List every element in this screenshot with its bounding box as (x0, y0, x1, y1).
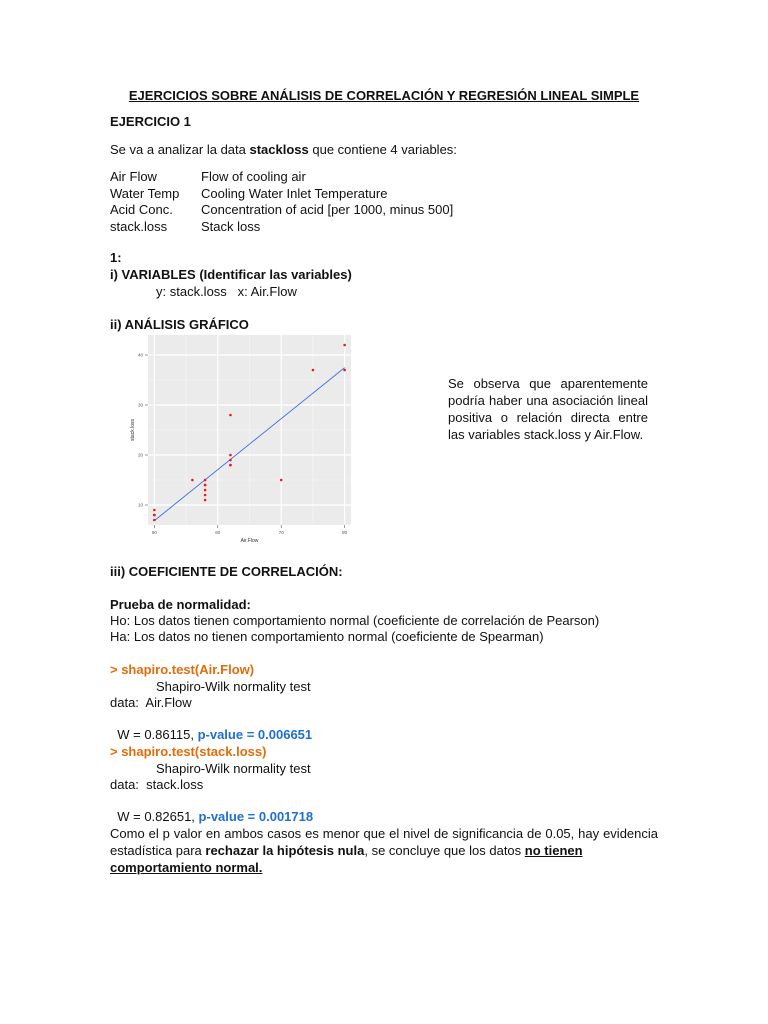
p-value: p-value = 0.001718 (198, 809, 314, 824)
w-statistic: W = 0.82651, (117, 809, 199, 824)
var-desc: Cooling Water Inlet Temperature (201, 186, 388, 201)
data-point (204, 479, 207, 482)
intro-post: que contiene 4 variables: (308, 142, 457, 157)
data-point (343, 344, 346, 347)
data-point (312, 369, 315, 372)
conclusion-paragraph (110, 825, 658, 876)
test-data: data: Air.Flow (110, 695, 192, 710)
x-tick-label: 50 (151, 530, 157, 535)
x-tick-label: 60 (215, 530, 221, 535)
test-result (110, 793, 313, 825)
data-point (229, 464, 232, 467)
y-tick-label: 40 (137, 352, 143, 358)
section-variables-heading: i) VARIABLES (Identificar las variables) (110, 267, 352, 282)
test-name: Shapiro-Wilk normality test (156, 679, 311, 694)
p-value: p-value = 0.006651 (197, 727, 313, 742)
section-graphic-heading: ii) ANÁLISIS GRÁFICO (110, 317, 249, 332)
w-statistic: W = 0.86115, (117, 727, 198, 742)
intro-text (110, 142, 457, 158)
r-command: > shapiro.test(stack.loss) (110, 744, 267, 759)
data-point (280, 479, 283, 482)
y-tick-label: 10 (137, 502, 143, 508)
data-point (229, 414, 232, 417)
observation-text (448, 375, 648, 443)
data-point (229, 454, 232, 457)
intro-pre: Se va a analizar la data (110, 142, 250, 157)
conclusion-bold: rechazar la hipótesis nula (205, 843, 365, 858)
variables-identified: y: stack.loss x: Air.Flow (156, 284, 297, 299)
test-name: Shapiro-Wilk normality test (156, 761, 311, 776)
test-result (110, 711, 312, 743)
scatter-plot (113, 333, 357, 545)
data-point (204, 494, 207, 497)
observation: Se observa que aparentemente podría haber una asociación lineal positiva o relación directa entre las variables stack.loss y Air.Flow. (448, 376, 648, 442)
data-point (191, 479, 194, 482)
x-tick-label: 80 (342, 530, 348, 535)
var-name: stack.loss (110, 219, 168, 234)
y-tick-label: 30 (137, 402, 143, 408)
var-desc: Stack loss (201, 219, 261, 234)
alt-hypothesis: Ha: Los datos no tienen comportamiento normal (coeficiente de Spearman) (110, 629, 544, 644)
y-axis-label: stack.loss (130, 419, 136, 441)
data-point (204, 489, 207, 492)
dataset-name: stackloss (249, 142, 309, 157)
test-data: data: stack.loss (110, 777, 204, 792)
null-hypothesis: Ho: Los datos tienen comportamiento normal (coeficiente de correlación de Pearson) (110, 613, 600, 628)
data-point (204, 484, 207, 487)
data-point (153, 509, 156, 512)
var-name: Air Flow (110, 169, 157, 184)
y-tick-label: 20 (137, 452, 143, 458)
section-number: 1: (110, 250, 122, 265)
section-correlation-heading: iii) COEFICIENTE DE CORRELACIÓN: (110, 564, 343, 579)
conclusion-text: Como el p valor en ambos casos es menor que el nivel de significancia de 0.05, hay evidencia estadística para (110, 826, 658, 858)
x-axis-label: Air.Flow (240, 538, 259, 544)
conclusion-underline: no tienen (524, 843, 583, 858)
data-point (204, 499, 207, 502)
x-tick-label: 70 (278, 530, 284, 535)
data-point (153, 519, 156, 522)
var-desc: Concentration of acid [per 1000, minus 500] (201, 202, 454, 217)
page-title: EJERCICIOS SOBRE ANÁLISIS DE CORRELACIÓN Y REGRESIÓN LINEAL SIMPLE (128, 88, 640, 103)
data-point (343, 369, 346, 372)
var-name: Acid Conc. (110, 202, 173, 217)
r-command: > shapiro.test(Air.Flow) (110, 662, 255, 677)
chart-svg (113, 333, 357, 545)
exercise-heading: EJERCICIO 1 (110, 114, 191, 129)
data-point (229, 459, 232, 462)
var-name: Water Temp (110, 186, 180, 201)
data-point (153, 514, 156, 517)
conclusion-text: , se concluye que los datos (364, 843, 525, 858)
var-desc: Flow of cooling air (201, 169, 306, 184)
normality-heading: Prueba de normalidad: (110, 597, 251, 612)
conclusion-underline: comportamiento normal. (110, 860, 263, 875)
